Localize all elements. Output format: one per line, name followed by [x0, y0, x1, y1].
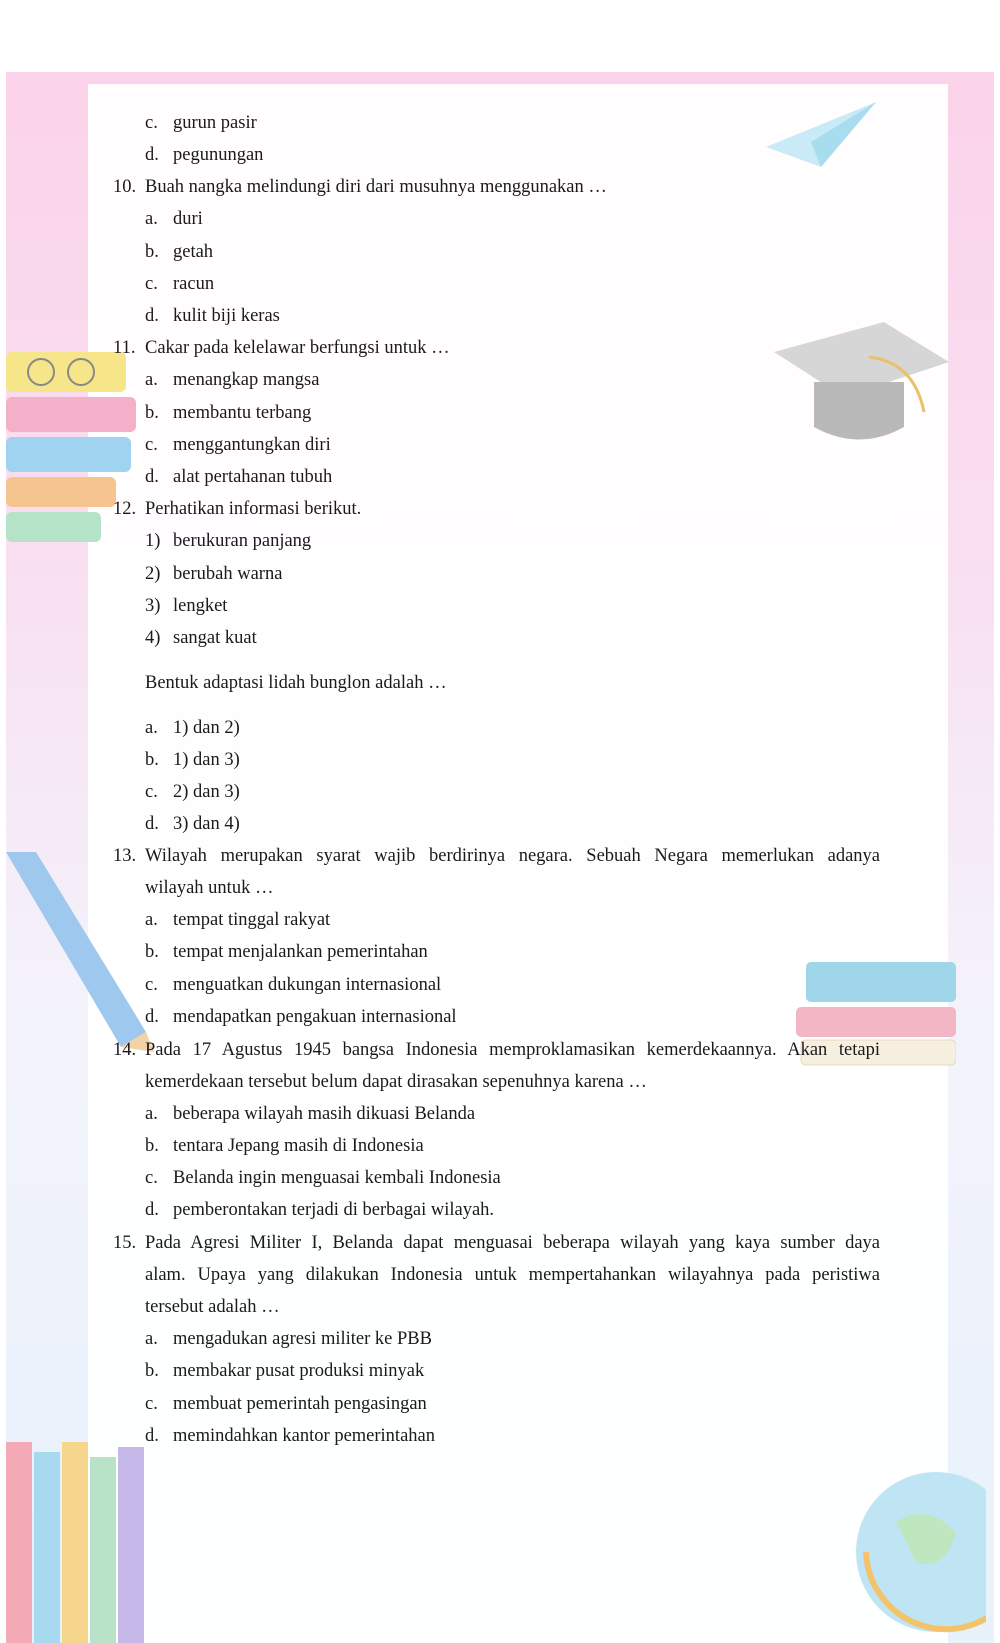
- question-15-line-2: alam. Upaya yang dilakukan Indonesia untuk mempertahankan wilayahnya pada peristiwa: [145, 1265, 880, 1285]
- list-item: c. gurun pasir: [145, 113, 257, 133]
- option-item: c. membuat pemerintah pengasingan: [145, 1394, 427, 1414]
- question-13-line-2: wilayah untuk …: [145, 878, 274, 898]
- question-12-prompt: Bentuk adaptasi lidah bunglon adalah …: [145, 673, 447, 693]
- question-11: 11. Cakar pada kelelawar berfungsi untuk …: [113, 338, 450, 358]
- question-13-number: 13.: [113, 846, 137, 866]
- option-item: b. tempat menjalankan pemerintahan: [145, 942, 428, 962]
- info-item: 3) lengket: [145, 596, 228, 616]
- option-item: d. mendapatkan pengakuan internasional: [145, 1007, 457, 1027]
- question-14-line-2: kemerdekaan tersebut belum dapat dirasakan sepenuhnya karena …: [145, 1072, 647, 1092]
- question-14-number: 14.: [113, 1040, 137, 1060]
- question-14-line-1: Pada 17 Agustus 1945 bangsa Indonesia memproklamasikan kemerdekaannya. Akan tetapi: [145, 1040, 880, 1060]
- question-12: 12. Perhatikan informasi berikut.: [113, 499, 362, 519]
- option-item: b. membantu terbang: [145, 403, 312, 423]
- option-item: d. 3) dan 4): [145, 814, 240, 834]
- option-item: c. racun: [145, 274, 215, 294]
- option-item: a. duri: [145, 209, 203, 229]
- question-15-line-3: tersebut adalah …: [145, 1297, 280, 1317]
- option-item: a. beberapa wilayah masih dikuasi Belanda: [145, 1104, 476, 1124]
- option-item: a. menangkap mangsa: [145, 370, 320, 390]
- option-item: b. getah: [145, 242, 214, 262]
- option-item: a. tempat tinggal rakyat: [145, 910, 331, 930]
- question-15-number: 15.: [113, 1233, 137, 1253]
- option-item: d. pemberontakan terjadi di berbagai wilayah.: [145, 1200, 495, 1220]
- info-item: 2) berubah warna: [145, 564, 283, 584]
- option-item: b. 1) dan 3): [145, 750, 240, 770]
- info-item: 1) berukuran panjang: [145, 531, 312, 551]
- option-item: d. kulit biji keras: [145, 306, 280, 326]
- list-item: d. pegunungan: [145, 145, 264, 165]
- option-item: c. menggantungkan diri: [145, 435, 331, 455]
- info-item: 4) sangat kuat: [145, 628, 257, 648]
- option-item: c. 2) dan 3): [145, 782, 240, 802]
- question-13-line-1: Wilayah merupakan syarat wajib berdirinya negara. Sebuah Negara memerlukan adanya: [145, 846, 880, 866]
- option-item: c. menguatkan dukungan internasional: [145, 975, 442, 995]
- option-item: d. memindahkan kantor pemerintahan: [145, 1426, 435, 1446]
- option-item: a. 1) dan 2): [145, 718, 240, 738]
- option-item: c. Belanda ingin menguasai kembali Indonesia: [145, 1168, 501, 1188]
- option-item: a. mengadukan agresi militer ke PBB: [145, 1329, 432, 1349]
- question-15-line-1: Pada Agresi Militer I, Belanda dapat menguasai beberapa wilayah yang kaya sumber daya: [145, 1233, 880, 1253]
- question-10: 10. Buah nangka melindungi diri dari musuhnya menggunakan …: [113, 177, 607, 197]
- option-item: b. tentara Jepang masih di Indonesia: [145, 1136, 424, 1156]
- option-item: d. alat pertahanan tubuh: [145, 467, 333, 487]
- option-item: b. membakar pusat produksi minyak: [145, 1361, 425, 1381]
